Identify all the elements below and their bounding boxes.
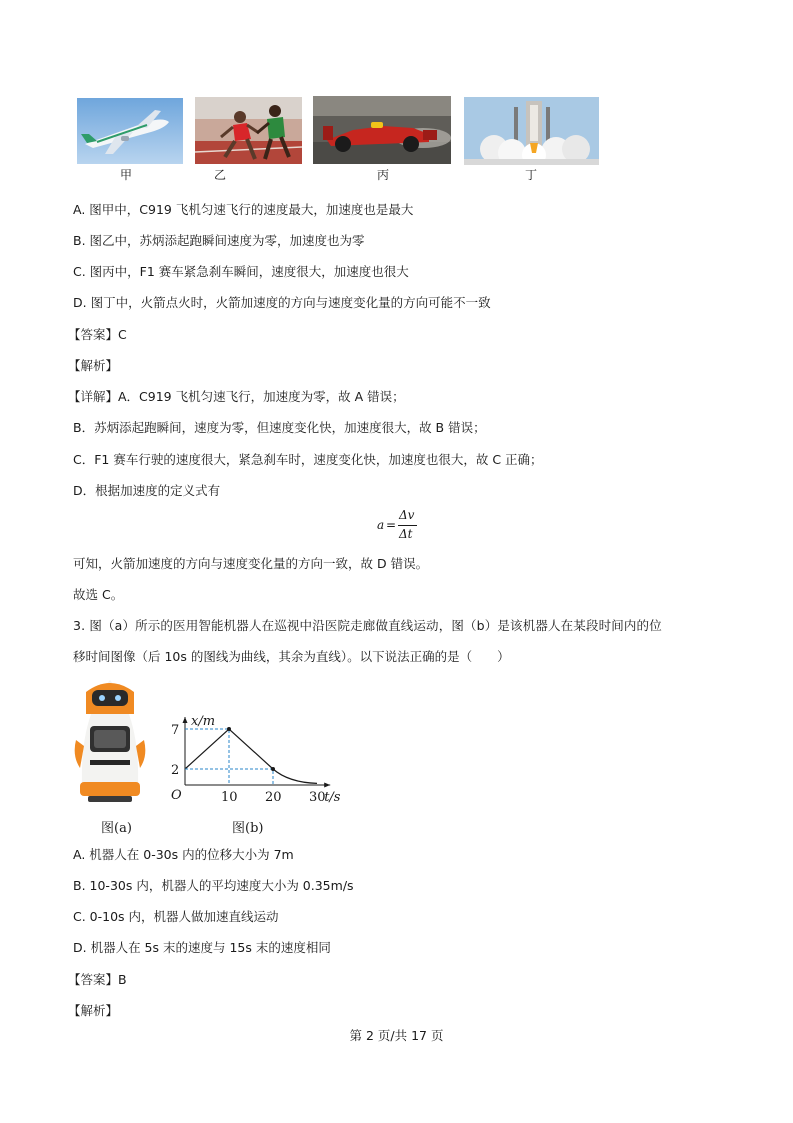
robot-image	[72, 676, 148, 808]
rocket-image	[464, 97, 599, 165]
y-axis-arrow	[183, 717, 188, 723]
robot-caption: 图(a)	[101, 821, 132, 836]
y-tick-label-2: 2	[171, 763, 180, 778]
formula-numerator: Δv	[399, 508, 415, 522]
q2-detail-a: 【详解】A．C919 飞机匀速飞行，加速度为零，故 A 错误；	[68, 389, 405, 404]
acceleration-formula	[377, 508, 427, 544]
x-tick-label-30: 30	[309, 790, 326, 805]
q3-stem-line-2: 移时间图像（后 10s 的图线为曲线，其余为直线）。以下说法正确的是（ ）	[73, 649, 510, 664]
y-tick-label-7: 7	[171, 723, 180, 738]
data-point-peak	[227, 727, 231, 731]
q2-answer: 【答案】C	[68, 327, 127, 342]
q2-option-c: C. 图丙中，F1 赛车紧急刹车瞬间，速度很大，加速度也很大	[73, 264, 409, 279]
q2-detail-b: B．苏炳添起跑瞬间，速度为零，但速度变化快，加速度很大，故 B 错误；	[73, 420, 486, 435]
formula-eq: =	[386, 518, 397, 532]
x-tick-label-20: 20	[265, 790, 282, 805]
image-caption-jia: 甲	[119, 168, 132, 182]
x-axis-label: t/s	[324, 790, 341, 805]
sprinters-image	[195, 97, 302, 164]
graph-caption: 图(b)	[232, 821, 264, 836]
f1-car-image	[313, 96, 451, 164]
q3-option-d: D. 机器人在 5s 末的速度与 15s 末的速度相同	[73, 940, 331, 955]
guide-peak	[185, 729, 229, 785]
image-caption-ding: 丁	[524, 168, 537, 182]
fraction-bar	[398, 525, 417, 526]
y-axis-label: x/m	[191, 714, 216, 729]
image-caption-yi: 乙	[213, 168, 226, 182]
q2-detail-c: C．F1 赛车行驶的速度很大，紧急刹车时，速度变化快，加速度也很大，故 C 正确；	[73, 452, 543, 467]
q2-analysis-label: 【解析】	[68, 358, 119, 373]
q2-option-d: D. 图丁中，火箭点火时，火箭加速度的方向与速度变化量的方向可能不一致	[73, 295, 491, 310]
q3-option-c: C. 0-10s 内，机器人做加速直线运动	[73, 909, 279, 924]
formula-denominator: Δt	[399, 527, 413, 541]
q2-option-b: B. 图乙中，苏炳添起跑瞬间速度为零，加速度也为零	[73, 233, 365, 248]
q2-detail-d: D．根据加速度的定义式有	[73, 483, 221, 498]
q2-choose: 故选 C。	[73, 587, 124, 602]
q3-option-a: A. 机器人在 0-30s 内的位移大小为 7m	[73, 847, 294, 862]
q3-option-b: B. 10-30s 内，机器人的平均速度大小为 0.35m/s	[73, 878, 354, 893]
q2-conclusion: 可知，火箭加速度的方向与速度变化量的方向一致，故 D 错误。	[73, 556, 429, 571]
formula-lhs: a	[377, 518, 385, 532]
q3-answer: 【答案】B	[68, 972, 127, 987]
q3-stem-line-1: 3. 图（a）所示的医用智能机器人在巡视中沿医院走廊做直线运动，图（b）是该机器人在某段时间内的位	[73, 618, 662, 633]
data-point-20s	[271, 767, 275, 771]
origin-label: O	[171, 788, 182, 803]
displacement-time-chart	[165, 681, 350, 805]
x-axis-arrow	[324, 783, 330, 788]
series-line-curve	[273, 769, 317, 783]
q2-option-a: A. 图甲中，C919 飞机匀速飞行的速度最大，加速度也是最大	[73, 202, 414, 217]
q3-analysis-label: 【解析】	[68, 1003, 119, 1018]
image-caption-bing: 丙	[376, 168, 389, 182]
page-footer: 第 2 页/共 17 页	[349, 1028, 444, 1043]
airplane-image	[77, 98, 183, 164]
x-tick-label-10: 10	[221, 790, 238, 805]
